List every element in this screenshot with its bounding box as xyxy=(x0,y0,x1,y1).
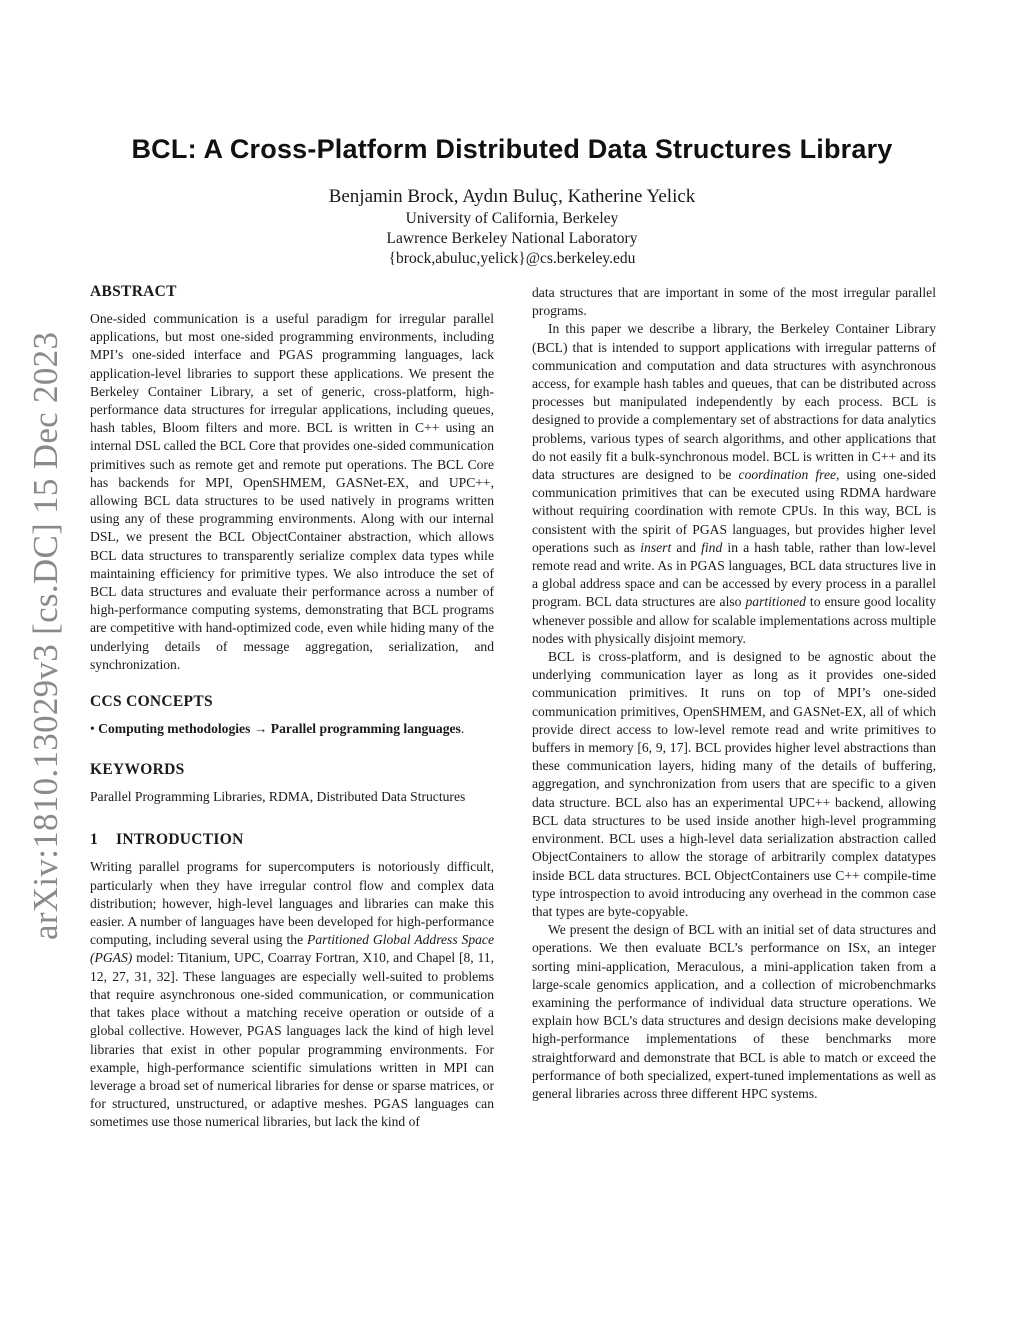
intro-p2-part-d: in a hash table, rather than low-level remote read and write. As in PGAS languages, BCL data structures live in a global address space and can be accessed by every process in a parallel program. BCL data structures are also xyxy=(532,539,936,610)
intro-p2-emphasis-1: coordination free xyxy=(738,467,837,483)
abstract-text: One-sided communication is a useful paradigm for irregular parallel applications, but most one-sided programming environments, including MPI’s one-sided interface and PGAS programming languages, lack application-level libraries to support these applications. We present the Berkeley Container Library, a set of generic, cross-platform, high-performance data structures for irregular applications, including queues, hash tables, Bloom filters and more. BCL is written in C++ using an internal DSL called the BCL Core that provides one-sided communication primitives such as remote get and remote put operations. The BCL Core has backends for MPI, OpenSHMEM, GASNet-EX, and UPC++, allowing BCL data structures to be used natively in programs written using any of these programming environments. Along with our internal DSL, we present the BCL ObjectContainer abstraction, which allows BCL data structures to transparently serialize complex data types while maintaining efficiency for primitive types. We also introduce the set of BCL data structures and evaluate their performance across a number of high-performance computing systems, demonstrating that BCL programs are competitive with hand-optimized code, even while hiding many of the underlying details of message aggregation, serialization, and synchronization. xyxy=(90,311,494,672)
intro-p2-emphasis-2: insert xyxy=(640,539,672,555)
intro-paragraph-4: We present the design of BCL with an initial set of data structures and operations. We then evaluate BCL’s performance on ISx, an integer sorting mini-application, Meraculous, a mini-application taken from a large-scale genomics application, and a collection of microbenchmarks examining the performance of individual data structure operations. We explain how BCL’s data structures and design decisions make developing high-performance implementations of these benchmarks more straightforward and demonstrate that BCL is able to match or exceed the performance of both specialized, expert-tuned implementations as well as general libraries across three different HPC systems. xyxy=(532,922,936,1101)
author-list: Benjamin Brock, Aydın Buluç, Katherine Yelick xyxy=(328,186,696,207)
intro-p2-part-b: , using one-sided communication primitives that can be executed using RDMA hardware without requiring coordination with remote CPUs. In this way, BCL is consistent with the spirit of PGAS languages, but provides higher level operations such as xyxy=(532,467,936,555)
intro-paragraph-2 xyxy=(532,320,936,648)
author-emails: {brock,abuluc,yelick}@cs.berkeley.edu xyxy=(388,250,636,267)
ccs-arrow: → xyxy=(253,721,268,737)
intro-p1-emphasis: Partitioned Global Address Space (PGAS) xyxy=(90,932,494,966)
intro-paragraph-3: BCL is cross-platform, and is designed to be agnostic about the underlying communication layer as long as it provides one-sided communication primitives. It runs on top of MPI’s one-sided communication primitives, OpenSHMEM, and GASNet-EX, all of which provide direct access to low-level remote read and write primitives to buffers in memory [6, 9, 17]. BCL provides higher level abstractions than these communication layers, hiding many of the details of buffering, aggregation, and synchronization from users that are specific to a given data structure. BCL also has an experimental UPC++ backend, allowing BCL data structures to be used inside another high-level programming environment. BCL uses a high-level data serialization abstraction called ObjectContainers to allow the storage of arbitrarily complex datatypes inside BCL data structures. BCL ObjectContainers use C++ compile-time type introspection to avoid introducing any overhead in the common case that types are byte-copyable. xyxy=(532,649,936,919)
right-column xyxy=(532,284,936,1103)
intro-p2-part-a: In this paper we describe a library, the Berkeley Container Library (BCL) that is intended to support applications with irregular patterns of communication and computation and data structures with asynchronous access, for example hash tables and queues, that can be distributed across processes but manipulated independently by each process. BCL is designed to provide a complementary set of abstractions for data analytics problems, various types of search algorithms, and other applications that do not easily fit a bulk-synchronous model. BCL is written in C++ and its data structures are designed to be xyxy=(532,321,936,483)
introduction-heading xyxy=(90,830,494,850)
intro-p2-emphasis-4: partitioned xyxy=(745,594,806,610)
affiliation-university: University of California, Berkeley xyxy=(405,210,619,227)
ccs-concept-entry xyxy=(90,720,494,738)
keywords-heading: KEYWORDS xyxy=(90,761,185,779)
intro-p2-part-c: and xyxy=(671,539,702,555)
affiliation-lab: Lawrence Berkeley National Laboratory xyxy=(386,230,638,247)
section-title: INTRODUCTION xyxy=(116,831,244,849)
ccs-period: . xyxy=(460,721,465,737)
ccs-bullet: • xyxy=(90,721,95,737)
left-column xyxy=(90,282,494,1132)
paper-title: BCL: A Cross-Platform Distributed Data Structures Library xyxy=(131,134,893,164)
ccs-subconcept: Parallel programming languages xyxy=(270,721,461,737)
intro-p1-part-a: Writing parallel programs for supercomputers is notoriously difficult, particularly when they have irregular control flow and complex data distribution; however, high-level languages and libraries can make this easier. A number of languages have been developed for high-performance computing, including several using the xyxy=(90,859,494,948)
intro-p2-emphasis-3: find xyxy=(701,539,723,555)
intro-paragraph-1 xyxy=(90,858,494,1131)
ccs-concept: Computing methodologies xyxy=(98,721,251,737)
ccs-heading: CCS CONCEPTS xyxy=(90,693,213,711)
intro-p1-part-b: model: Titanium, UPC, Coarray Fortran, X10, and Chapel [8, 11, 12, 27, 31, 32]. These languages are especially well-suited to problems that require asynchronous one-sided communication, or communication that takes place without a matching receive operation or outside of a global collective. However, PGAS languages lack the kind of high level libraries that exist in other popular programming environments. For example, high-performance scientific simulations written in MPI can leverage a broad set of numerical libraries for dense or sparse matrices, or for structured, unstructured, or adaptive meshes. PGAS languages can sometimes use those numerical libraries, but lack the kind of xyxy=(90,950,494,1130)
intro-p2-part-e: to ensure good locality whenever possible and allow for scalable implementations across multiple nodes with physically disjoint memory. xyxy=(532,594,936,646)
section-number: 1 xyxy=(90,831,99,849)
intro-continuation: data structures that are important in some of the most irregular parallel programs. xyxy=(532,285,936,319)
arxiv-identifier-stamp: arXiv:1810.13029v3 [cs.DC] 15 Dec 2023 xyxy=(26,331,65,940)
keywords-text: Parallel Programming Libraries, RDMA, Distributed Data Structures xyxy=(90,789,466,805)
abstract-heading: ABSTRACT xyxy=(90,283,177,300)
